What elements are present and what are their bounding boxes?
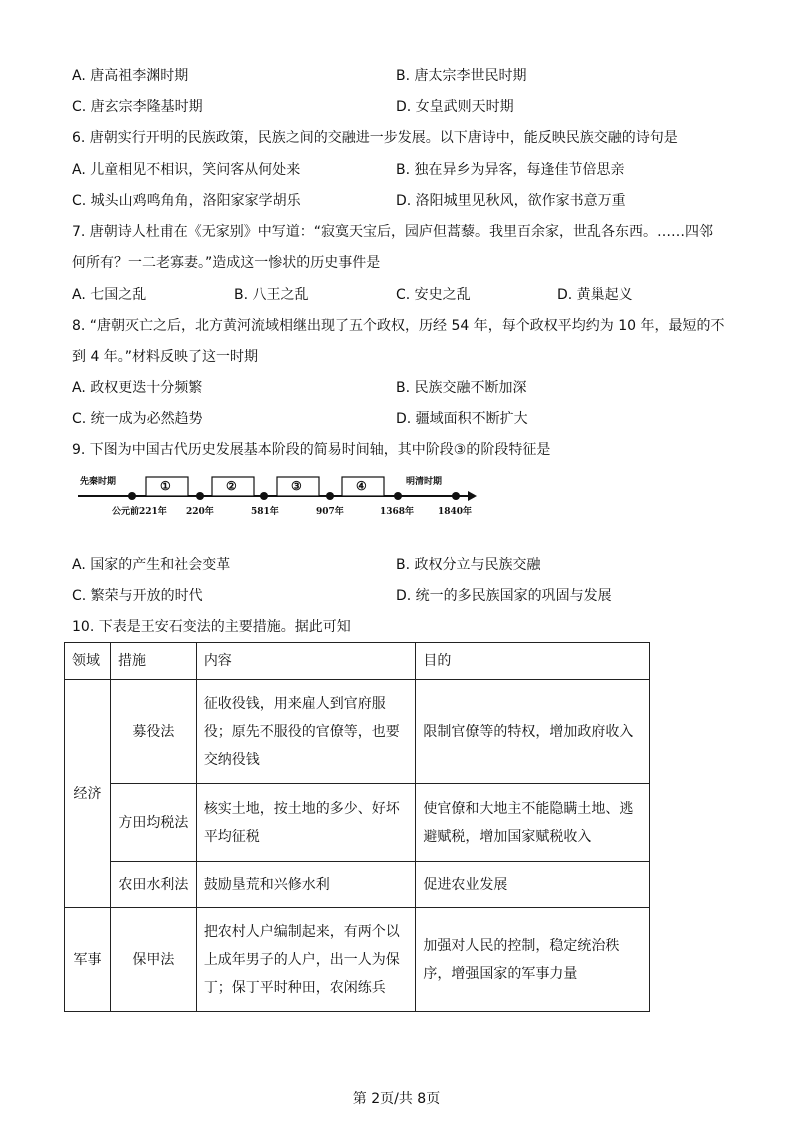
timeline-dot <box>452 492 460 500</box>
q6-option-a: A. 儿童相见不相识，笑问客从何处来 <box>72 162 301 178</box>
timeline-date-label: 220年 <box>186 507 214 517</box>
domain-economy: 经济 <box>65 680 111 908</box>
header-measure: 措施 <box>110 643 196 680</box>
table-row <box>65 908 650 1012</box>
q8-stem-line2: 到 4 年。”材料反映了这一时期 <box>72 349 259 365</box>
q7-stem-line2: 何所有？一二老寡妻。”造成这一惨状的历史事件是 <box>72 255 381 271</box>
q7-stem-line1: 7. 唐朝诗人杜甫在《无家别》中写道：“寂寞天宝后，园庐但蒿藜。我里百余家，世乱各东西。……四邻 <box>72 224 714 240</box>
q8-stem-line1: 8. “唐朝灭亡之后，北方黄河流域相继出现了五个政权，历经 54 年，每个政权平均约为 10 年，最短的不 <box>72 318 725 334</box>
q6-stem: 6. 唐朝实行开明的民族政策，民族之间的交融进一步发展。以下唐诗中，能反映民族交融的诗句是 <box>72 130 678 146</box>
q6-option-d: D. 洛阳城里见秋风，欲作家书意万重 <box>396 193 626 209</box>
timeline-dot <box>128 492 136 500</box>
page-footer: 第 2页/共 8页 <box>352 1091 441 1107</box>
stage-label-3: ③ <box>291 479 302 493</box>
row-purpose: 限制官僚等的特权，增加政府收入 <box>416 680 650 784</box>
q7-option-b: B. 八王之乱 <box>234 287 309 303</box>
row-measure: 募役法 <box>110 680 196 784</box>
history-timeline <box>78 470 478 520</box>
row-content: 把农村人户编制起来，有两个以上成年男子的人户，出一人为保丁；保丁平时种田，农闲练兵 <box>196 908 416 1012</box>
q5-option-b: B. 唐太宗李世民时期 <box>396 68 527 84</box>
q7-option-c: C. 安史之乱 <box>396 287 471 303</box>
stage-label-4: ④ <box>356 479 367 493</box>
table-row <box>65 784 650 862</box>
stage-label-2: ② <box>226 479 237 493</box>
timeline-dot <box>394 492 402 500</box>
q8-option-c: C. 统一成为必然趋势 <box>72 411 203 427</box>
header-domain: 领域 <box>65 643 111 680</box>
q8-option-a: A. 政权更迭十分频繁 <box>72 380 203 396</box>
q9-option-a: A. 国家的产生和社会变革 <box>72 557 231 573</box>
row-measure: 方田均税法 <box>110 784 196 862</box>
q5-option-d: D. 女皇武则天时期 <box>396 99 514 115</box>
row-purpose: 使官僚和大地主不能隐瞒土地、逃避赋税，增加国家赋税收入 <box>416 784 650 862</box>
q7-option-a: A. 七国之乱 <box>72 287 147 303</box>
q9-option-c: C. 繁荣与开放的时代 <box>72 588 203 604</box>
timeline-dot <box>260 492 268 500</box>
timeline-end-label: 明清时期 <box>406 477 443 487</box>
timeline-dot <box>196 492 204 500</box>
row-measure: 农田水利法 <box>110 862 196 908</box>
q7-option-d: D. 黄巢起义 <box>557 287 633 303</box>
row-purpose: 促进农业发展 <box>416 862 650 908</box>
timeline-arrow-icon <box>468 491 477 501</box>
q6-option-c: C. 城头山鸡鸣角角，洛阳家家学胡乐 <box>72 193 301 209</box>
row-content: 鼓励垦荒和兴修水利 <box>196 862 416 908</box>
row-measure: 保甲法 <box>110 908 196 1012</box>
q9-stem: 9. 下图为中国古代历史发展基本阶段的简易时间轴，其中阶段③的阶段特征是 <box>72 442 551 458</box>
header-content: 内容 <box>196 643 416 680</box>
timeline-dot <box>326 492 334 500</box>
timeline-date-label: 1368年 <box>380 507 415 517</box>
row-content: 征收役钱，用来雇人到官府服役；原先不服役的官僚等，也要交纳役钱 <box>196 680 416 784</box>
q10-stem: 10. 下表是王安石变法的主要措施。据此可知 <box>72 619 351 635</box>
row-purpose: 加强对人民的控制，稳定统治秩序，增强国家的军事力量 <box>416 908 650 1012</box>
q5-option-a: A. 唐高祖李渊时期 <box>72 68 189 84</box>
header-purpose: 目的 <box>416 643 650 680</box>
q8-option-d: D. 疆域面积不断扩大 <box>396 411 528 427</box>
table-header-row <box>65 643 650 680</box>
reform-table <box>64 642 650 1012</box>
timeline-start-label: 先秦时期 <box>80 477 117 487</box>
timeline-date-label: 公元前221年 <box>112 507 167 517</box>
domain-military: 军事 <box>65 908 111 1012</box>
stage-label-1: ① <box>160 479 171 493</box>
q8-option-b: B. 民族交融不断加深 <box>396 380 527 396</box>
q6-option-b: B. 独在异乡为异客，每逢佳节倍思亲 <box>396 162 625 178</box>
q9-option-b: B. 政权分立与民族交融 <box>396 557 541 573</box>
timeline-date-label: 581年 <box>251 507 279 517</box>
row-content: 核实土地，按土地的多少、好坏平均征税 <box>196 784 416 862</box>
table-row <box>65 862 650 908</box>
q5-option-c: C. 唐玄宗李隆基时期 <box>72 99 203 115</box>
timeline-date-label: 1840年 <box>438 507 473 517</box>
table-row <box>65 680 650 784</box>
q9-option-d: D. 统一的多民族国家的巩固与发展 <box>396 588 612 604</box>
timeline-date-label: 907年 <box>316 507 344 517</box>
